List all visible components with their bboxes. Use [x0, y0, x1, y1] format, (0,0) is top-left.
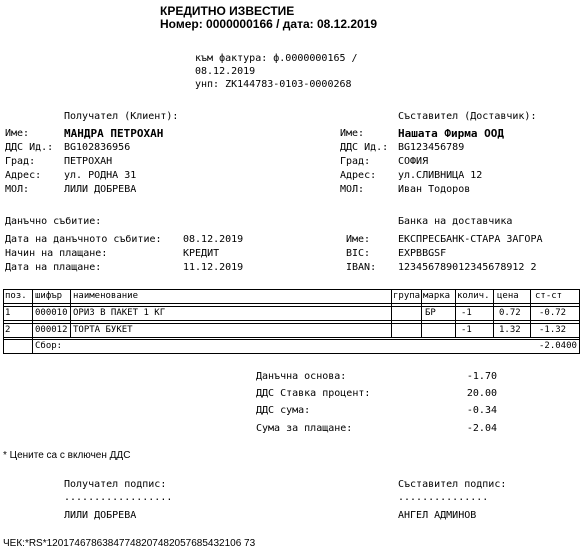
tax-event-date: 08.12.2019 [183, 234, 244, 245]
amount-due-label: Сума за плащане: [256, 423, 353, 434]
payment-date-label: Дата на плащане: [5, 262, 102, 273]
recipient-vat: BG102836956 [64, 142, 131, 153]
supplier-address: ул.СЛИВНИЦА 12 [398, 170, 483, 181]
row2-price: 1.32 [499, 325, 521, 335]
header-total: ст-ст [535, 291, 563, 301]
recipient-name: МАНДРА ПЕТРОХАН [64, 127, 164, 140]
row2-total: -1.32 [539, 325, 567, 335]
supplier-signature-name: АНГЕЛ АДМИНОВ [398, 510, 477, 521]
supplier-vat: BG123456789 [398, 142, 465, 153]
recipient-signature-name: ЛИЛИ ДОБРЕВА [64, 510, 137, 521]
amount-due-value: -2.04 [466, 423, 497, 434]
supplier-mol: Иван Тодоров [398, 184, 471, 195]
row1-price: 0.72 [499, 308, 521, 318]
header-price: цена [497, 291, 519, 301]
tax-event-heading: Данъчно събитие: [5, 216, 102, 227]
row1-pos: 1 [5, 308, 11, 318]
supplier-vat-label: ДДС Ид.: [340, 142, 389, 153]
header-code: шифър [35, 291, 63, 301]
supplier-heading: Съставител (Доставчик): [398, 111, 537, 122]
vat-amount-value: -0.34 [466, 405, 497, 416]
header-group: група [393, 291, 421, 301]
bank-name-label: Име: [346, 234, 371, 245]
supplier-mol-label: МОЛ: [340, 184, 365, 195]
recipient-address-label: Адрес: [5, 170, 42, 181]
recipient-vat-label: ДДС Ид.: [5, 142, 54, 153]
tax-event-date-label: Дата на данъчното събитие: [5, 234, 162, 245]
recipient-mol: ЛИЛИ ДОБРЕВА [64, 184, 137, 195]
header-pos: поз. [5, 291, 27, 301]
header-brand: марка [423, 291, 451, 301]
unp-code: унп: ZK144783-0103-0000268 [195, 79, 352, 90]
row1-total: -0.72 [539, 308, 567, 318]
payment-method: КРЕДИТ [183, 248, 220, 259]
row1-qty: -1 [461, 308, 472, 318]
recipient-signature-label: Получател подпис: [64, 479, 167, 490]
vat-rate-value: 20.00 [466, 388, 497, 399]
supplier-address-label: Адрес: [340, 170, 377, 181]
bank-heading: Банка на доставчика [398, 216, 513, 227]
row1-code: 000010 [35, 308, 68, 318]
bank-iban: 123456789012345678912 2 [398, 262, 537, 273]
vat-rate-label: ДДС Ставка процент: [256, 388, 371, 399]
header-name: наименование [73, 291, 139, 301]
header-qty: колич. [457, 291, 490, 301]
items-table [3, 289, 580, 354]
vat-amount-label: ДДС сума: [256, 405, 311, 416]
invoice-reference-date: 08.12.2019 [195, 66, 256, 77]
recipient-name-label: Име: [5, 128, 30, 139]
tax-base-value: -1.70 [466, 371, 497, 382]
recipient-mol-label: МОЛ: [5, 184, 30, 195]
recipient-city: ПЕТРОХАН [64, 156, 113, 167]
sum-label: Сбор: [35, 341, 63, 351]
invoice-reference: към фактура: ф.0000000165 / [195, 53, 358, 64]
bank-bic-label: BIC: [346, 248, 371, 259]
bank-bic: EXPBBGSF [398, 248, 447, 259]
bank-iban-label: IBAN: [346, 262, 377, 273]
sum-value: -2.0400 [539, 341, 577, 351]
recipient-city-label: Град: [5, 156, 36, 167]
check-code: ЧЕК:*RS*12017467863847748207482057685432106 73 [3, 538, 256, 549]
row2-name: ТОРТА БУКЕТ [73, 325, 133, 335]
document-title: КРЕДИТНО ИЗВЕСТИЕ [160, 4, 295, 18]
recipient-heading: Получател (Клиент): [64, 111, 179, 122]
supplier-city: СОФИЯ [398, 156, 429, 167]
supplier-signature-line: ............... [398, 492, 489, 503]
tax-base-label: Данъчна основа: [256, 371, 347, 382]
document-number-date: Номер: 0000000166 / дата: 08.12.2019 [160, 17, 378, 31]
supplier-name-label: Име: [340, 128, 365, 139]
supplier-signature-label: Съставител подпис: [398, 479, 507, 490]
row2-code: 000012 [35, 325, 68, 335]
recipient-address: ул. РОДНА 31 [64, 170, 137, 181]
recipient-signature-line: .................. [64, 492, 173, 503]
supplier-name: Нашата Фирма ООД [398, 127, 504, 140]
row2-qty: -1 [461, 325, 472, 335]
row1-brand: БР [425, 308, 436, 318]
row2-pos: 2 [5, 325, 11, 335]
supplier-city-label: Град: [340, 156, 371, 167]
bank-name: ЕКСПРЕСБАНК-СТАРА ЗАГОРА [398, 234, 543, 245]
vat-included-note: * Цените са с включен ДДС [3, 450, 131, 461]
payment-date: 11.12.2019 [183, 262, 244, 273]
row1-name: ОРИЗ В ПАКЕТ 1 КГ [73, 308, 166, 318]
payment-method-label: Начин на плащане: [5, 248, 108, 259]
